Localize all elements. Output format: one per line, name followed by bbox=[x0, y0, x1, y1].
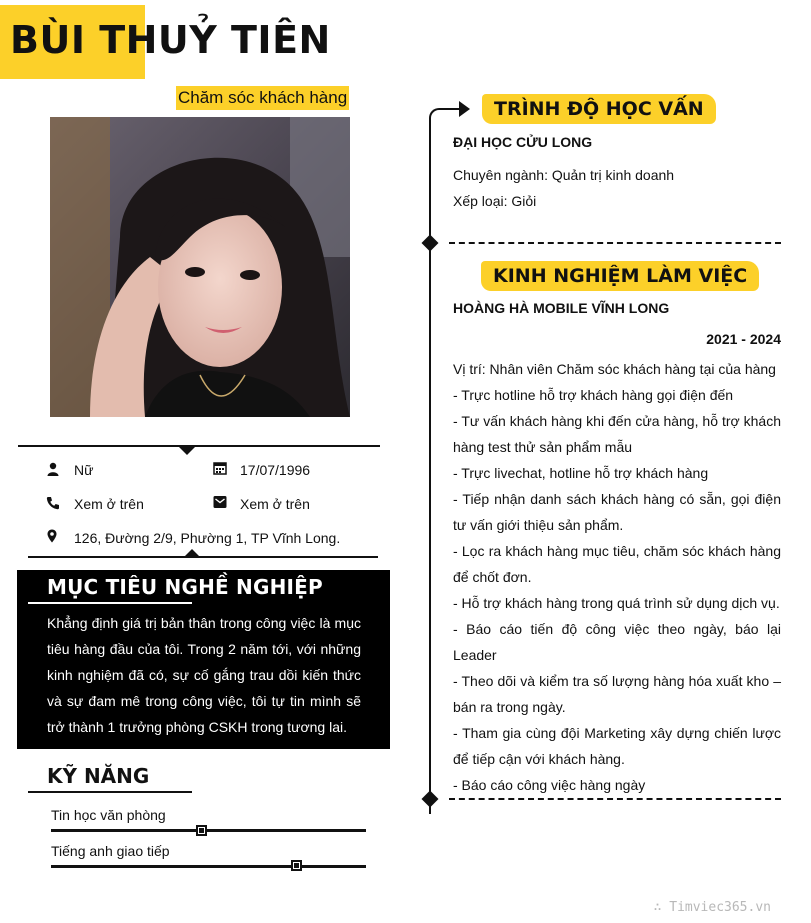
birthday-value: 17/07/1996 bbox=[240, 462, 311, 478]
user-icon bbox=[46, 462, 60, 476]
objective-title: MỤC TIÊU NGHỀ NGHIỆP bbox=[47, 575, 323, 599]
experience-line: - Trực hotline hỗ trợ khách hàng gọi điện đến bbox=[453, 387, 734, 403]
education-school: ĐẠI HỌC CỬU LONG bbox=[453, 134, 593, 150]
objective-underline bbox=[28, 602, 192, 604]
timeline-diamond bbox=[422, 235, 439, 252]
skill-level-knob bbox=[291, 860, 302, 871]
skill-track-english bbox=[51, 865, 366, 868]
gender-value: Nữ bbox=[74, 462, 94, 478]
envelope-icon bbox=[213, 495, 227, 509]
experience-title: KINH NGHIỆM LÀM VIỆC bbox=[481, 261, 759, 291]
portrait-illustration bbox=[50, 117, 350, 417]
skills-underline bbox=[28, 791, 192, 793]
phone-value: Xem ở trên bbox=[74, 496, 144, 512]
address-value: 126, Đường 2/9, Phường 1, TP Vĩnh Long. bbox=[74, 530, 341, 546]
skill-label-office: Tin học văn phòng bbox=[51, 807, 166, 823]
experience-period: 2021 - 2024 bbox=[706, 331, 781, 347]
experience-line: - Theo dõi và kiểm tra số lượng hàng hóa xuất kho – bán ra trong ngày. bbox=[453, 673, 781, 715]
section-divider-dashed bbox=[449, 798, 781, 800]
arrow-right-icon bbox=[459, 101, 470, 117]
phone-icon bbox=[46, 496, 60, 510]
experience-line: - Trực livechat, hotline hỗ trợ khách hàng bbox=[453, 465, 709, 481]
experience-line: - Báo cáo tiến độ công việc theo ngày, báo lại Leader bbox=[453, 621, 781, 663]
experience-line: - Tham gia cùng đội Marketing xây dựng chiến lược để tiếp cận với khách hàng. bbox=[453, 725, 781, 767]
profile-photo bbox=[50, 117, 350, 417]
skill-track-office bbox=[51, 829, 366, 832]
skill-label-english: Tiếng anh giao tiếp bbox=[51, 843, 170, 859]
skills-title: KỸ NĂNG bbox=[47, 764, 150, 788]
education-grade: Xếp loại: Giỏi bbox=[453, 193, 537, 209]
experience-line: - Lọc ra khách hàng mục tiêu, chăm sóc khách hàng để chốt đơn. bbox=[453, 543, 781, 585]
watermark: ∴ Timviec365.vn bbox=[653, 900, 771, 915]
experience-details bbox=[453, 356, 781, 798]
experience-line: - Hỗ trợ khách hàng trong quá trình sử dụng dịch vụ. bbox=[453, 595, 780, 611]
experience-line: - Báo cáo công việc hàng ngày bbox=[453, 777, 646, 793]
objective-text: Khẳng định giá trị bản thân trong công việc là mục tiêu hàng đầu của tôi. Trong 2 năm tới, với những kinh nghiệm đã có, sự cố gắng trau dồi kiến thức và sự đam mê trong công việc, tôi tự tin mình sẽ trở thành 1 trưởng phòng CSKH trong tương lai. bbox=[47, 615, 361, 735]
timeline-line bbox=[429, 118, 431, 814]
experience-line: Vị trí: Nhân viên Chăm sóc khách hàng tại của hàng bbox=[453, 361, 776, 377]
info-bottom-divider bbox=[28, 556, 378, 558]
job-title: Chăm sóc khách hàng bbox=[176, 86, 349, 110]
info-top-divider bbox=[18, 445, 380, 447]
map-marker-icon bbox=[45, 529, 59, 543]
email-value: Xem ở trên bbox=[240, 496, 310, 512]
experience-line: - Tư vấn khách hàng khi đến cửa hàng, hỗ trợ khách hàng test thử sản phẩm mẫu bbox=[453, 413, 781, 455]
timeline-corner bbox=[429, 108, 443, 122]
experience-line: - Tiếp nhận danh sách khách hàng có sẵn, gọi điện tư vấn giới thiệu sản phẩm. bbox=[453, 491, 781, 533]
education-title: TRÌNH ĐỘ HỌC VẤN bbox=[482, 94, 716, 124]
timeline-diamond bbox=[422, 791, 439, 808]
calendar-icon bbox=[213, 461, 227, 475]
skill-level-knob bbox=[196, 825, 207, 836]
candidate-name: BÙI THUỶ TIÊN bbox=[10, 18, 331, 62]
education-major: Chuyên ngành: Quản trị kinh doanh bbox=[453, 167, 675, 183]
experience-company: HOÀNG HÀ MOBILE VĨNH LONG bbox=[453, 300, 670, 316]
section-divider-dashed bbox=[449, 242, 781, 244]
divider-notch bbox=[179, 447, 195, 455]
